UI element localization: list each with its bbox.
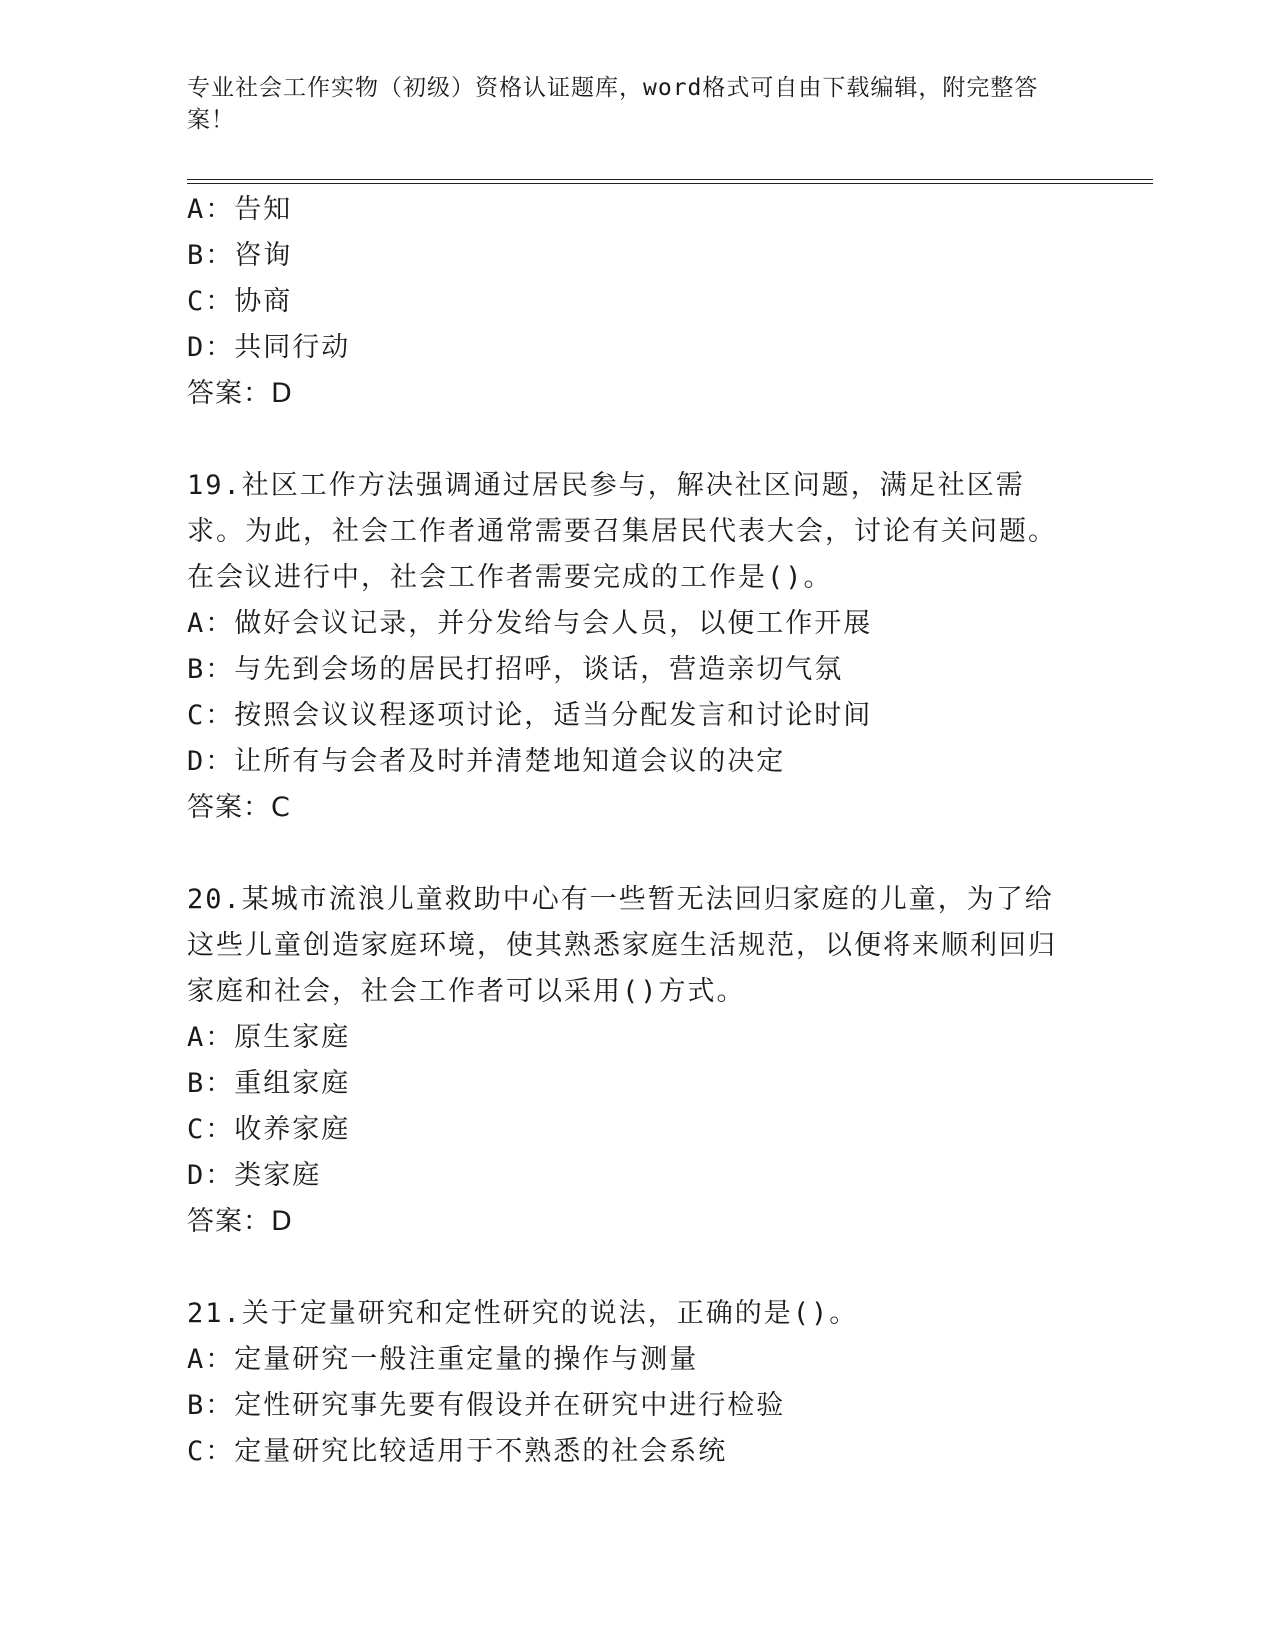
option-a: A：原生家庭: [187, 1022, 351, 1053]
header-divider-top: [187, 179, 1153, 180]
question-21: [187, 1291, 1087, 1475]
option-b: B：定性研究事先要有假设并在研究中进行检验: [187, 1390, 786, 1421]
header-divider-bottom: [187, 183, 1153, 184]
option-c: C：收养家庭: [187, 1114, 351, 1145]
question-20: [187, 877, 1087, 1245]
option-b: B：咨询: [187, 240, 293, 271]
option-d: D：让所有与会者及时并清楚地知道会议的决定: [187, 746, 786, 777]
option-c: C：定量研究比较适用于不熟悉的社会系统: [187, 1436, 728, 1467]
question-stem: 19.社区工作方法强调通过居民参与，解决社区问题，满足社区需求。为此，社会工作者通常需要召集居民代表大会，讨论有关问题。在会议进行中，社会工作者需要完成的工作是()。: [187, 470, 1057, 593]
option-c: C：协商: [187, 286, 293, 317]
option-c: C：按照会议议程逐项讨论，适当分配发言和讨论时间: [187, 700, 873, 731]
answer-line: 答案：D: [187, 378, 293, 409]
answer-line: 答案：D: [187, 1206, 293, 1237]
question-stem: 20.某城市流浪儿童救助中心有一些暂无法回归家庭的儿童，为了给这些儿童创造家庭环境，使其熟悉家庭生活规范，以便将来顺利回归家庭和社会，社会工作者可以采用()方式。: [187, 884, 1057, 1007]
option-b: B：与先到会场的居民打招呼，谈话，营造亲切气氛: [187, 654, 844, 685]
question-19: [187, 463, 1087, 831]
answer-line: 答案：C: [187, 792, 291, 823]
option-a: A：做好会议记录，并分发给与会人员，以便工作开展: [187, 608, 873, 639]
option-b: B：重组家庭: [187, 1068, 351, 1099]
question-content: [187, 187, 1087, 1475]
option-d: D：共同行动: [187, 332, 351, 363]
question-stem: 21.关于定量研究和定性研究的说法，正确的是()。: [187, 1298, 859, 1329]
option-a: A：告知: [187, 194, 293, 225]
partial-question: [187, 187, 1087, 417]
document-header: 专业社会工作实物（初级）资格认证题库，word格式可自由下载编辑，附完整答案！: [187, 75, 1039, 133]
option-d: D：类家庭: [187, 1160, 322, 1191]
option-a: A：定量研究一般注重定量的操作与测量: [187, 1344, 699, 1375]
